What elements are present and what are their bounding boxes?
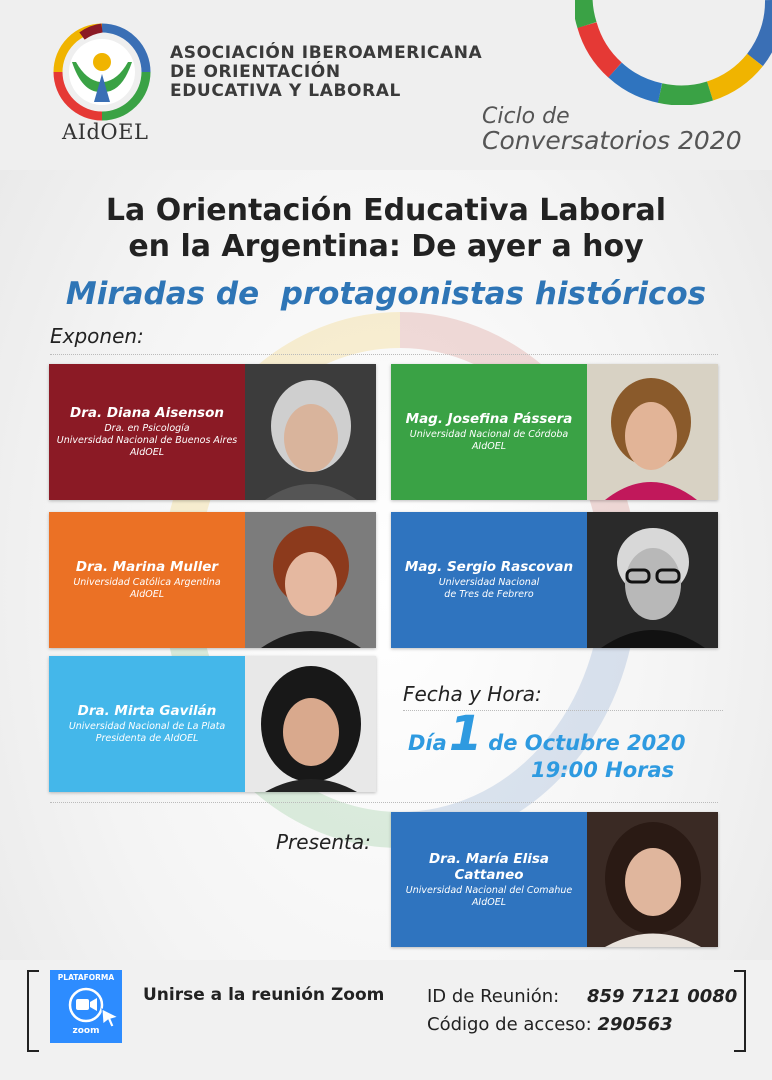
event-subtitle: Miradas de protagonistas históricos [65,276,707,312]
aidoel-logo [52,22,152,122]
join-zoom-link[interactable]: Unirse a la reunión Zoom [143,985,385,1005]
org-line: DE ORIENTACIÓN [170,62,341,82]
speaker-card-passera [391,364,718,500]
event-title [0,193,772,265]
speaker-detail: de Tres de Febrero [444,589,534,600]
speaker-name: Mag. Josefina Pássera [405,411,573,427]
date-day-number: 1 [448,706,483,762]
speaker-photo [587,364,718,500]
speaker-photo [587,812,718,947]
speaker-detail: Universidad Nacional [438,577,540,588]
speaker-name: Dra. Marina Muller [75,559,219,575]
ciclo-line-1: Ciclo de [482,104,570,129]
zoom-platform-label: PLATAFORMA [57,973,115,982]
fecha-label: Fecha y Hora: [403,682,542,706]
speaker-name: Dra. Mirta Gavilán [77,703,217,719]
speaker-detail: Universidad Nacional de Córdoba [409,429,569,440]
speaker-photo [587,512,718,648]
meeting-details [427,983,738,1039]
ciclo-caption [482,105,742,153]
speaker-photo [245,656,376,792]
meeting-id-value: 859 7121 0080 [587,986,738,1007]
speaker-card-rascovan [391,512,718,648]
corner-ring-decoration [575,0,772,105]
date-day-word: Día [408,731,447,755]
title-line-1: La Orientación Educativa Laboral [105,193,667,228]
zoom-camera-icon [62,985,122,1027]
speaker-detail: Universidad Nacional de La Plata [68,721,226,732]
speaker-detail: AIdOEL [471,441,507,452]
speaker-info [391,364,587,500]
passcode-label: Código de acceso: [427,1014,592,1035]
bracket-left [27,970,39,1052]
speaker-info [49,656,245,792]
speaker-photo [245,364,376,500]
speaker-card-muller [49,512,376,648]
speaker-info [49,364,245,500]
speaker-detail: Presidenta de AIdOEL [95,733,199,744]
org-line: ASOCIACIÓN IBEROAMERICANA [170,43,483,63]
speaker-name: Mag. Sergio Rascovan [404,559,574,575]
speaker-detail: Dra. en Psicología [104,423,190,434]
speaker-detail: Universidad Nacional de Buenos Aires [56,435,238,446]
organization-name [170,44,482,101]
speaker-info [391,812,587,947]
speaker-card-gavilan [49,656,376,792]
event-date [408,706,686,782]
zoom-button[interactable] [50,970,122,1043]
speaker-detail: AIdOEL [129,447,165,458]
zoom-brand-label: zoom [72,1026,100,1036]
speaker-name: Dra. Diana Aisenson [70,405,224,421]
date-month-year: de Octubre 2020 [488,731,686,755]
speaker-detail: Universidad Nacional del Comahue [405,884,573,896]
speaker-photo [245,512,376,648]
divider [50,354,718,355]
event-time: 19:00 Horas [531,758,675,782]
presenter-card-cattaneo [391,812,718,947]
ciclo-line-2: Conversatorios 2020 [482,126,742,155]
presenta-label: Presenta: [276,830,371,854]
speaker-info [49,512,245,648]
speaker-detail: AIdOEL [129,589,165,600]
title-line-2: en la Argentina: De ayer a hoy [128,229,644,264]
meeting-id-label: ID de Reunión: [427,986,560,1007]
speaker-name: Dra. María Elisa Cattaneo [428,850,550,883]
logo-text: AIdOEL [62,120,149,144]
org-line: EDUCATIVA Y LABORAL [170,81,401,101]
divider [50,802,718,803]
speaker-info [391,512,587,648]
exponen-label: Exponen: [50,324,144,348]
speaker-detail: AIdOEL [471,896,507,908]
passcode-value: 290563 [597,1014,673,1035]
speaker-card-aisenson [49,364,376,500]
speaker-detail: Universidad Católica Argentina [73,577,221,588]
